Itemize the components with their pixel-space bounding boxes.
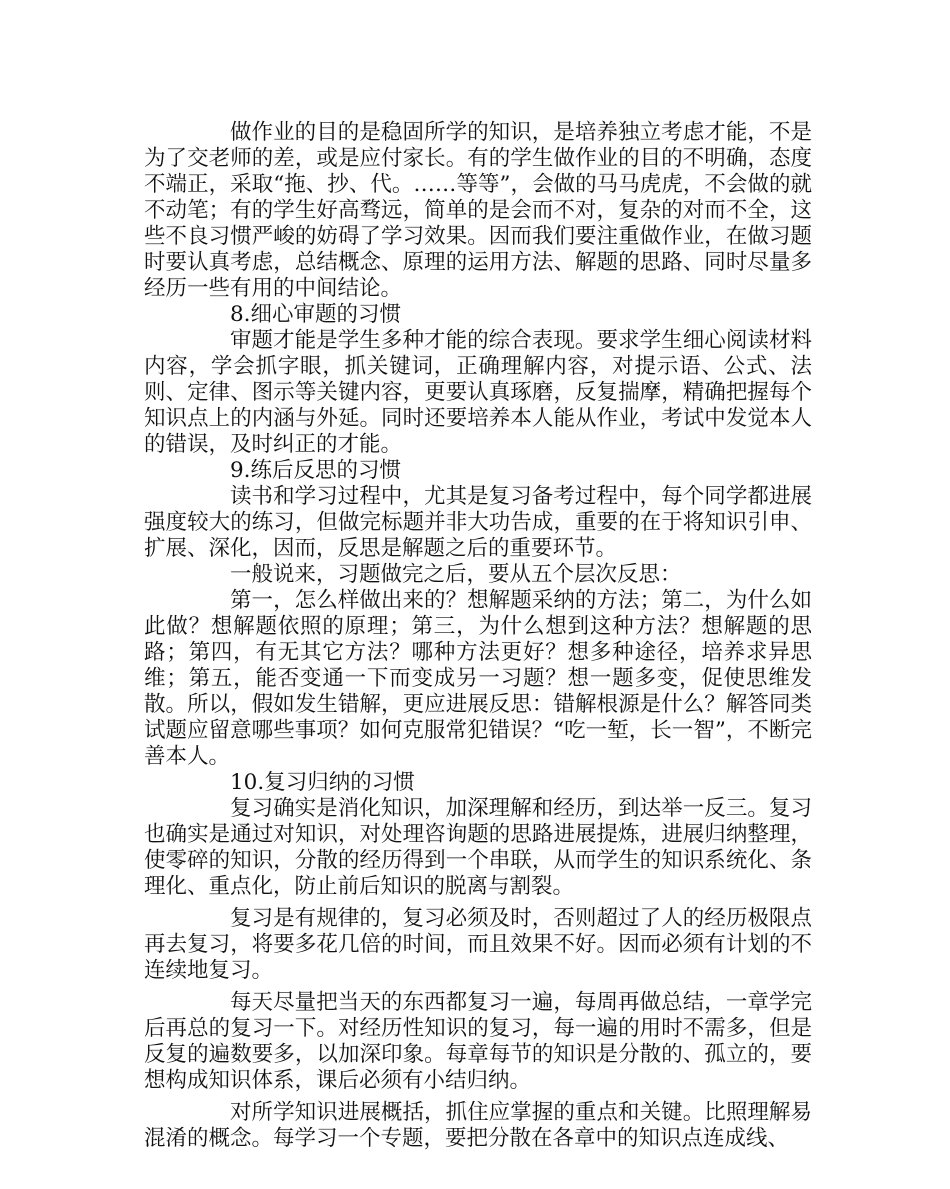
heading-careful-reading: 8.细心审题的习惯 [230, 302, 402, 327]
paragraph-reflection: 读书和学习过程中，尤其是复习备考过程中，每个同学都进展强度较大的练习，但做完标题并非大功告成，重要的在于将知识引申、扩展、深化，因而，反思是解题之后的重要环节。 [144, 484, 812, 561]
paragraph-five-levels-intro: 一般说来，习题做完之后，要从五个层次反思： [230, 562, 682, 587]
heading-reflection: 9.练后反思的习惯 [230, 458, 402, 483]
heading-review: 10.复习归纳的习惯 [230, 770, 415, 795]
document-body [144, 120, 812, 1152]
paragraph-summarize: 对所学知识进展概括，抓住应掌握的重点和关键。比照理解易混淆的概念。每学习一个专题，要把分散在各章中的知识点连成线、 [144, 1100, 812, 1151]
paragraph-review: 复习确实是消化知识，加深理解和经历，到达举一反三。复习也确实是通过对知识，对处理咨询题的思路进展提炼，进展归纳整理，使零碎的知识，分散的经历得到一个串联，从而学生的知识系统化、条理化、重点化，防止前后知识的脱离与割裂。 [144, 796, 812, 899]
paragraph-careful-reading: 审题才能是学生多种才能的综合表现。要求学生细心阅读材料内容，学会抓字眼，抓关键词，正确理解内容，对提示语、公式、法则、定律、图示等关键内容，更要认真琢磨，反复揣摩，精确把握每个知识点上的内涵与外延。同时还要培养本人能从作业，考试中发觉本人的错误，及时纠正的才能。 [144, 328, 812, 457]
paragraph-review-timing: 复习是有规律的，复习必须及时，否则超过了人的经历极限点再去复习，将要多花几倍的时间，而且效果不好。因而必须有计划的不连续地复习。 [144, 906, 812, 983]
paragraph-daily-review: 每天尽量把当天的东西都复习一遍，每周再做总结，一章学完后再总的复习一下。对经历性知识的复习，每一遍的用时不需多，但是反复的遍数要多，以加深印象。每章每节的知识是分散的、孤立的，要想构成知识体系，课后必须有小结归纳。 [144, 990, 812, 1093]
paragraph-five-levels: 第一，怎么样做出来的？想解题采纳的方法；第二，为什么如此做？想解题依照的原理；第三，为什么想到这种方法？想解题的思路；第四，有无其它方法？哪种方法更好？想多种途径，培养求异思维；第五，能否变通一下而变成另一习题？想一题多变，促使思维发散。所以，假如发生错解，更应进展反思：错解根源是什么？解答同类试题应留意哪些事项？如何克服常犯错误？“吃一堑，长一智”，不断完善本人。 [144, 588, 812, 769]
paragraph-homework: 做作业的目的是稳固所学的知识，是培养独立考虑才能，不是为了交老师的差，或是应付家长。有的学生做作业的目的不明确，态度不端正，采取“拖、抄、代。……等等”，会做的马马虎虎，不会做的就不动笔；有的学生好高骛远，简单的是会而不对，复杂的对而不全，这些不良习惯严峻的妨碍了学习效果。因而我们要注重做作业，在做习题时要认真考虑，总结概念、原理的运用方法、解题的思路、同时尽量多经历一些有用的中间结论。 [144, 120, 812, 301]
